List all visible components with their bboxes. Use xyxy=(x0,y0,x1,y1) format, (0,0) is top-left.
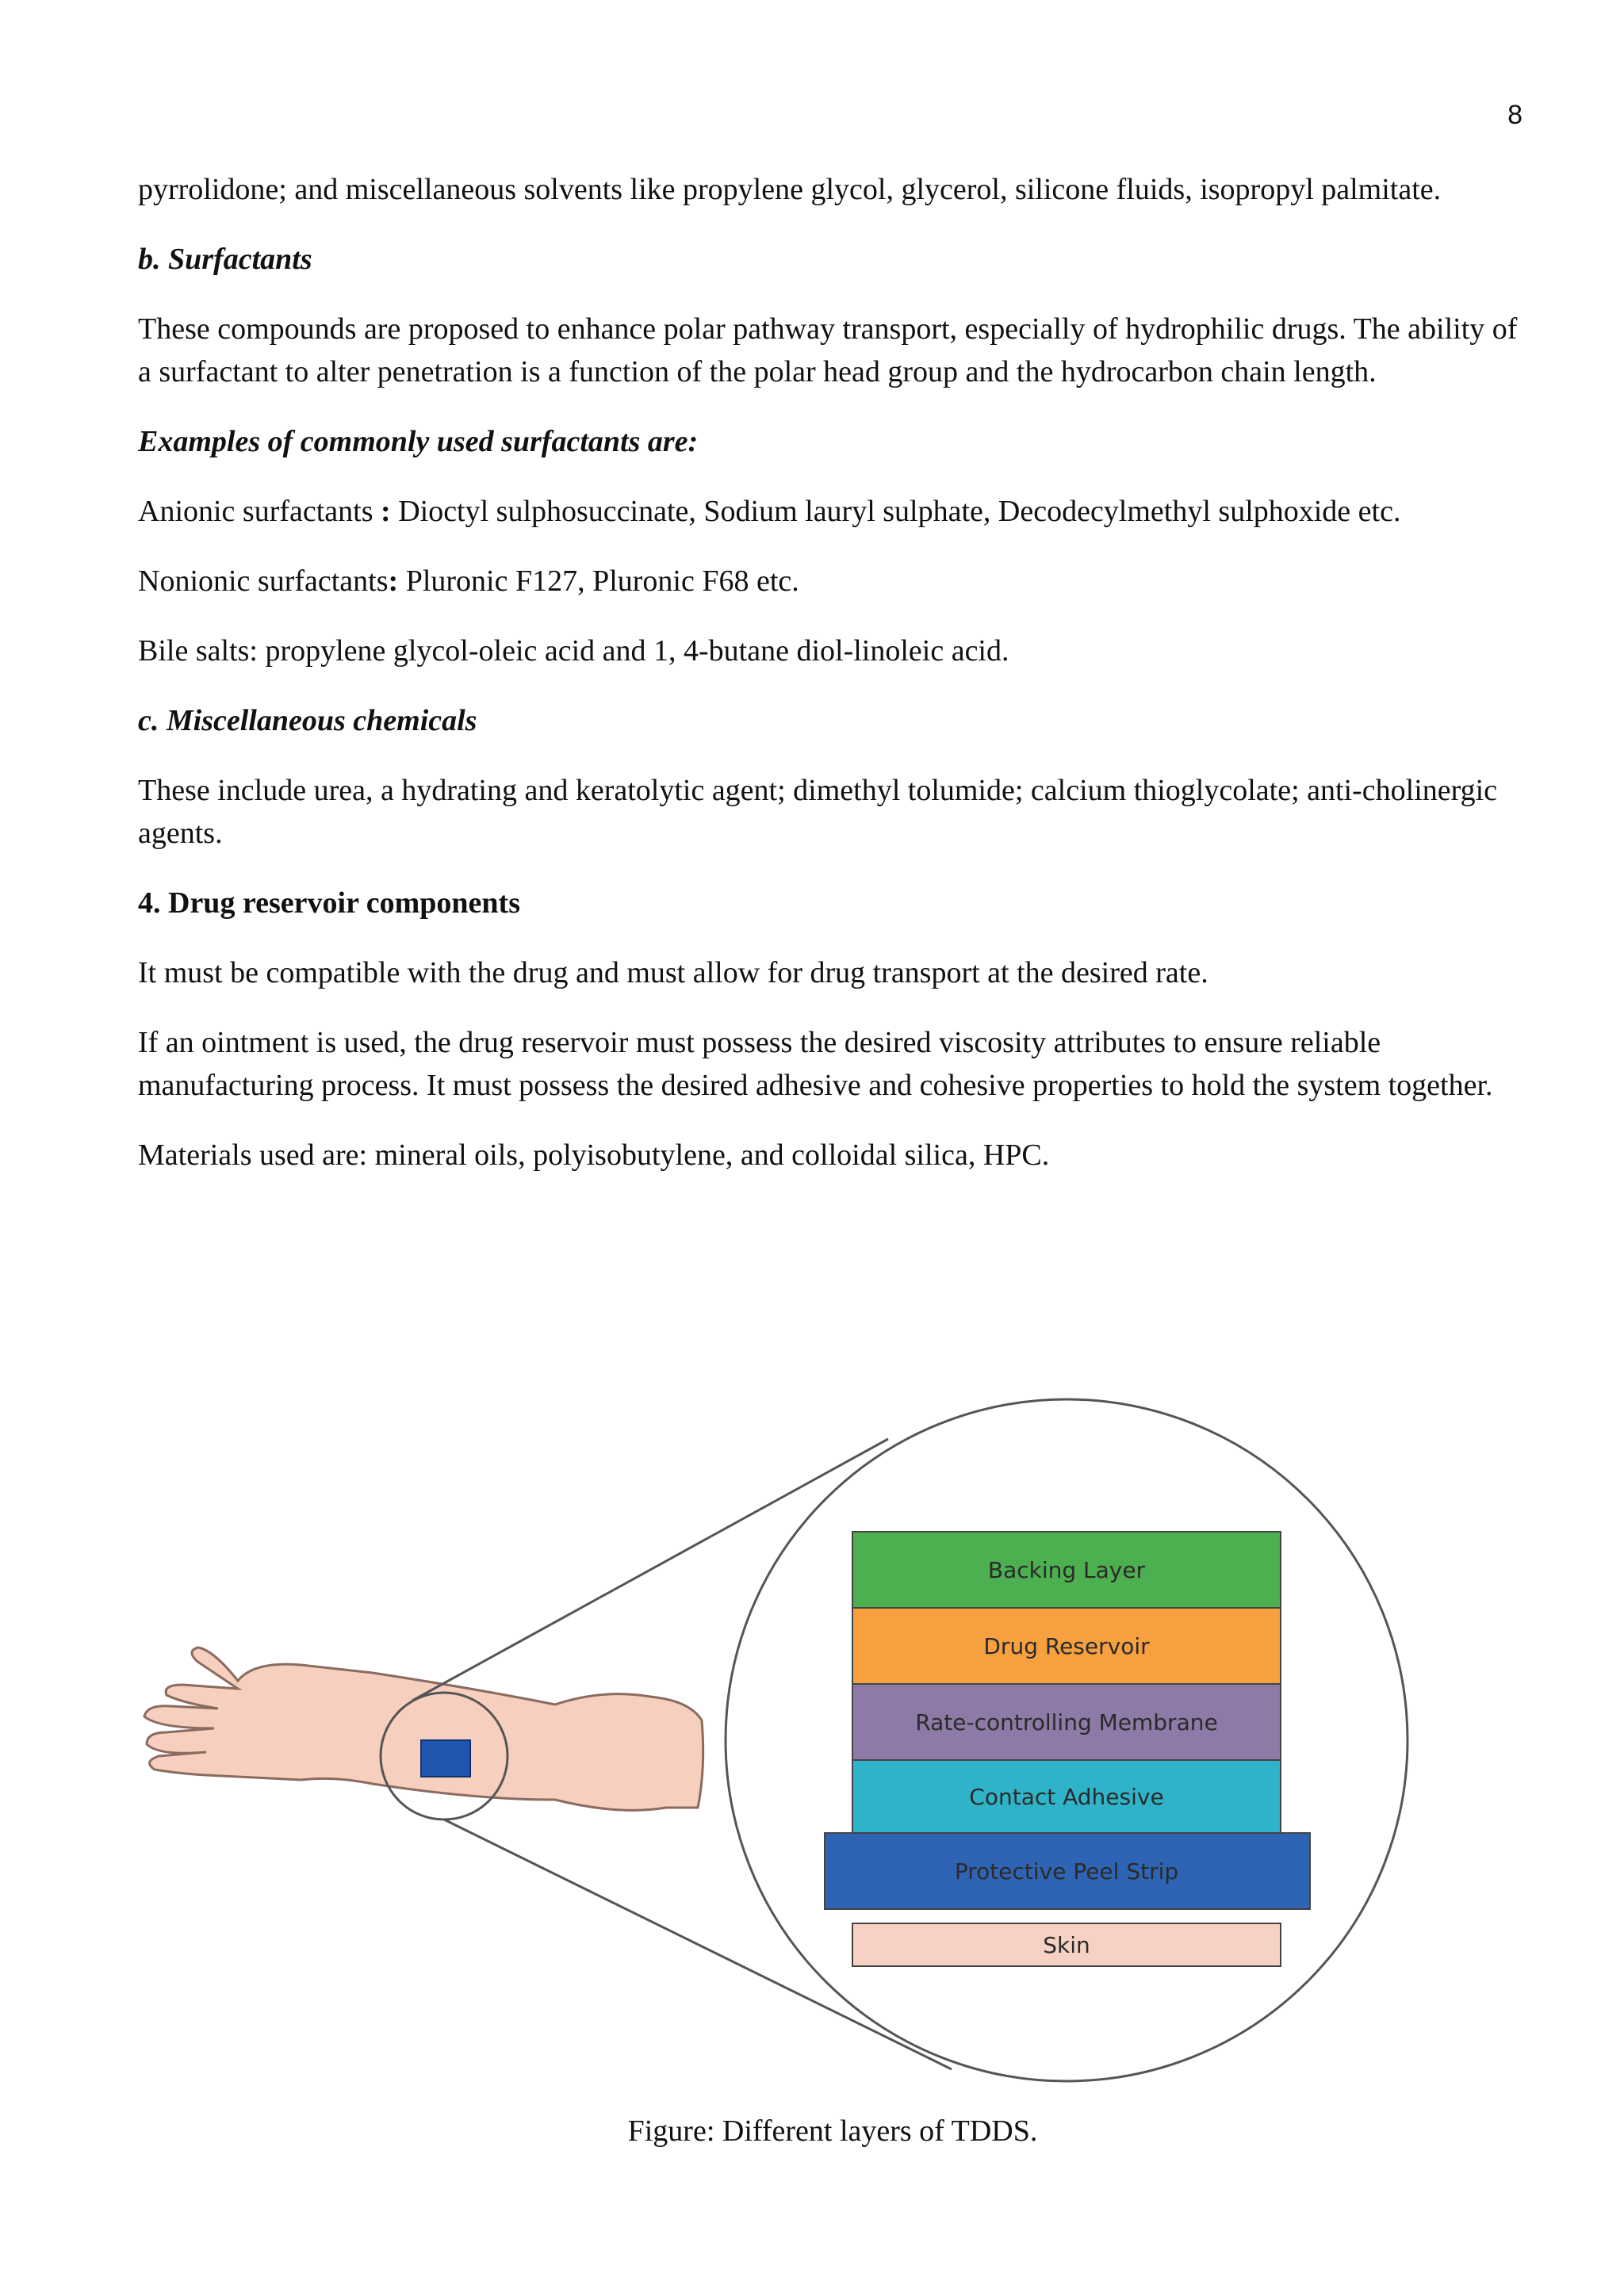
paragraph-solvents: pyrrolidone; and miscellaneous solvents like propylene glycol, glycerol, silicone fluids, isopropyl palmitate. xyxy=(138,173,1442,206)
tdds-figure xyxy=(0,1364,1624,2125)
patch-on-arm xyxy=(421,1740,470,1777)
skin-label: Skin xyxy=(1043,1932,1090,1958)
heading-surfactants: b. Surfactants xyxy=(138,243,312,276)
rate-controlling-membrane-label: Rate-controlling Membrane xyxy=(915,1709,1218,1735)
arm-illustration xyxy=(144,1647,703,1810)
paragraph-surfactants: These compounds are proposed to enhance polar pathway transport, especially of hydrophilic drugs. The ability of a surfactant to alter penetration is a function of the polar head group and the hydrocarbon chain length. xyxy=(138,312,1518,388)
nonionic-label: Nonionic surfactants xyxy=(138,564,389,598)
anionic-colon: : xyxy=(381,495,391,528)
anionic-text: Dioctyl sulphosuccinate, Sodium lauryl sulphate, Decodecylmethyl sulphoxide etc. xyxy=(390,495,1401,528)
heading-misc: c. Miscellaneous chemicals xyxy=(138,704,477,737)
paragraph-anionic xyxy=(138,490,1518,533)
anionic-label: Anionic surfactants xyxy=(138,495,381,528)
paragraph-reservoir-1: It must be compatible with the drug and must allow for drug transport at the desired rate. xyxy=(138,956,1208,989)
protective-peel-strip-label: Protective Peel Strip xyxy=(954,1858,1179,1885)
backing-layer-label: Backing Layer xyxy=(987,1557,1146,1583)
zoom-line-top xyxy=(412,1439,888,1701)
drug-reservoir-label: Drug Reservoir xyxy=(983,1633,1150,1659)
paragraph-reservoir-2: If an ointment is used, the drug reservoir must possess the desired viscosity attributes to ensure reliable manufacturing process. It must possess the desired adhesive and cohesive properties to hold the system together. xyxy=(138,1026,1493,1102)
contact-adhesive-label: Contact Adhesive xyxy=(969,1784,1164,1810)
heading-drug-reservoir: 4. Drug reservoir components xyxy=(138,886,520,920)
nonionic-colon: : xyxy=(388,564,399,598)
nonionic-text: Pluronic F127, Pluronic F68 etc. xyxy=(398,564,799,598)
paragraph-nonionic xyxy=(138,560,1518,603)
figure-caption: Figure: Different layers of TDDS. xyxy=(627,2114,1038,2148)
paragraph-misc: These include urea, a hydrating and keratolytic agent; dimethyl tolumide; calcium thioglycolate; anti-cholinergic agents. xyxy=(138,774,1498,850)
paragraph-bile-salts: Bile salts: propylene glycol-oleic acid and 1, 4-butane diol-linoleic acid. xyxy=(138,634,1009,668)
heading-examples: Examples of commonly used surfactants are: xyxy=(138,425,699,458)
body-text xyxy=(138,168,1518,1203)
page-number: 8 xyxy=(1507,100,1522,130)
paragraph-reservoir-3: Materials used are: mineral oils, polyisobutylene, and colloidal silica, HPC. xyxy=(138,1138,1050,1172)
